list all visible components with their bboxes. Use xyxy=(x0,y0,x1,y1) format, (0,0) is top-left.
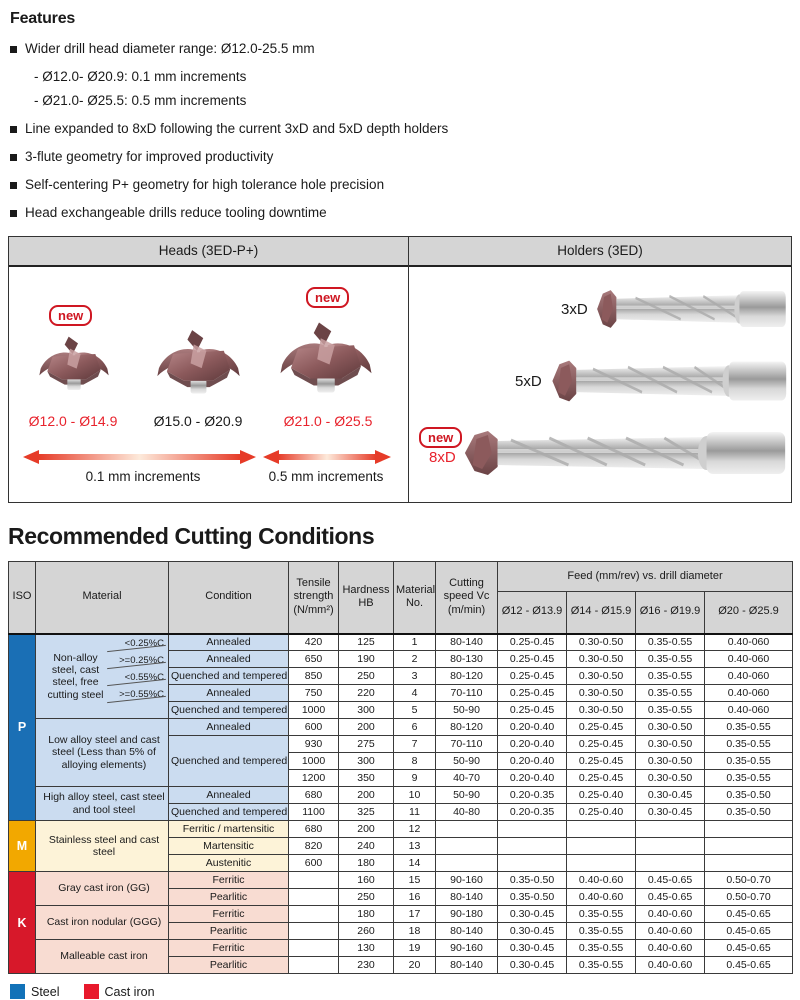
feed-cell: 0.35-0.55 xyxy=(567,940,636,957)
condition-cell: Ferritic xyxy=(169,872,289,889)
feed-cell: 0.40-0.60 xyxy=(636,940,705,957)
cutting-conditions-table xyxy=(8,561,793,974)
header-feed-col: Ø14 - Ø15.9 xyxy=(567,592,636,634)
feed-cell: 0.40-0.60 xyxy=(636,923,705,940)
features-title: Features xyxy=(10,10,76,27)
header-cutting-speed: Cutting speed Vc (m/min) xyxy=(436,562,498,634)
holder-depth-label: 5xD xyxy=(515,373,542,390)
feed-cell: 0.40-0.60 xyxy=(636,906,705,923)
tensile-cell xyxy=(289,957,339,974)
feed-cell xyxy=(498,838,567,855)
condition-cell: Ferritic / martensitic xyxy=(169,821,289,838)
condition-cell: Quenched and tempered xyxy=(169,736,289,787)
feed-cell: 0.40-060 xyxy=(705,702,793,719)
hardness-cell: 180 xyxy=(339,855,394,872)
feed-cell: 0.30-0.45 xyxy=(636,804,705,821)
feed-cell: 0.40-0.60 xyxy=(636,957,705,974)
heads-panel-body xyxy=(9,267,408,502)
feed-cell: 0.30-0.45 xyxy=(498,957,567,974)
condition-cell: Pearlitic xyxy=(169,889,289,906)
drill-holder-image-3xd xyxy=(596,285,788,333)
material-cell xyxy=(36,872,169,906)
new-badge: new xyxy=(306,287,349,308)
increment-arrow xyxy=(263,449,391,465)
feed-cell: 0.25-0.40 xyxy=(567,787,636,804)
feed-cell: 0.30-0.50 xyxy=(636,719,705,736)
bullet-square-icon xyxy=(10,154,17,161)
holders-panel-title: Holders (3ED) xyxy=(409,237,791,267)
feed-cell: 0.20-0.40 xyxy=(498,719,567,736)
feature-item xyxy=(10,177,800,192)
condition-cell: Annealed xyxy=(169,651,289,668)
carbon-content-label: >=0.25%C xyxy=(109,652,166,669)
material-no-cell: 18 xyxy=(394,923,436,940)
feed-cell: 0.30-0.50 xyxy=(567,685,636,702)
iso-cell-k: K xyxy=(9,872,36,974)
hardness-cell: 220 xyxy=(339,685,394,702)
legend-item-cast-iron xyxy=(84,984,155,999)
heads-panel xyxy=(9,237,409,502)
material-cell xyxy=(36,634,169,719)
drill-head-image-small xyxy=(34,333,114,399)
feed-cell: 0.30-0.50 xyxy=(567,702,636,719)
material-no-cell: 16 xyxy=(394,889,436,906)
cutting-speed-cell xyxy=(436,821,498,838)
tensile-cell xyxy=(289,889,339,906)
hardness-cell: 325 xyxy=(339,804,394,821)
hardness-cell: 250 xyxy=(339,668,394,685)
tensile-cell: 1200 xyxy=(289,770,339,787)
header-feed-col: Ø16 - Ø19.9 xyxy=(636,592,705,634)
cutting-speed-cell: 50-90 xyxy=(436,787,498,804)
increment-arrow-label: 0.1 mm increments xyxy=(85,469,201,484)
material-no-cell: 15 xyxy=(394,872,436,889)
heads-panel-title: Heads (3ED-P+) xyxy=(9,237,408,267)
feed-cell: 0.35-0.50 xyxy=(498,872,567,889)
feed-cell: 0.35-0.55 xyxy=(705,719,793,736)
tensile-cell: 600 xyxy=(289,855,339,872)
table-row xyxy=(9,719,793,736)
feed-cell: 0.25-0.45 xyxy=(498,634,567,651)
header-feed-col: Ø12 - Ø13.9 xyxy=(498,592,567,634)
feed-cell: 0.35-0.55 xyxy=(636,634,705,651)
feed-cell: 0.30-0.50 xyxy=(636,753,705,770)
header-iso: ISO xyxy=(9,562,36,634)
condition-cell: Ferritic xyxy=(169,940,289,957)
tensile-cell: 850 xyxy=(289,668,339,685)
drill-head-image-large xyxy=(273,319,379,403)
feed-cell: 0.30-0.45 xyxy=(498,923,567,940)
cutting-speed-cell: 80-140 xyxy=(436,957,498,974)
feature-sub-item: - Ø21.0- Ø25.5: 0.5 mm increments xyxy=(34,93,247,108)
cutting-speed-cell: 90-160 xyxy=(436,940,498,957)
feed-cell: 0.35-0.55 xyxy=(567,957,636,974)
material-no-cell: 5 xyxy=(394,702,436,719)
head-range-label: Ø21.0 - Ø25.5 xyxy=(283,413,373,429)
feed-cell: 0.30-0.50 xyxy=(567,634,636,651)
material-name: High alloy steel, cast steel and tool steel xyxy=(43,791,165,816)
condition-cell: Ferritic xyxy=(169,906,289,923)
feature-text: Self-centering P+ geometry for high tolerance hole precision xyxy=(25,177,385,192)
feed-cell: 0.45-0.65 xyxy=(705,906,793,923)
cutting-speed-cell: 70-110 xyxy=(436,685,498,702)
table-row xyxy=(9,906,793,923)
feed-cell: 0.25-0.45 xyxy=(498,651,567,668)
cutting-speed-cell xyxy=(436,838,498,855)
material-no-cell: 14 xyxy=(394,855,436,872)
new-badge: new xyxy=(49,305,92,326)
feed-cell: 0.40-0.60 xyxy=(567,872,636,889)
condition-cell: Austenitic xyxy=(169,855,289,872)
feed-cell: 0.25-0.40 xyxy=(567,804,636,821)
feature-item xyxy=(10,41,800,56)
tensile-cell: 1000 xyxy=(289,753,339,770)
feed-cell xyxy=(567,855,636,872)
tensile-cell: 420 xyxy=(289,634,339,651)
hardness-cell: 180 xyxy=(339,906,394,923)
material-cell xyxy=(36,787,169,821)
condition-cell: Pearlitic xyxy=(169,957,289,974)
cutting-speed-cell: 80-120 xyxy=(436,719,498,736)
feature-text: 3-flute geometry for improved productivity xyxy=(25,149,274,164)
feed-cell: 0.35-0.50 xyxy=(498,889,567,906)
material-name: Low alloy steel and cast steel (Less than 5% of alloying elements) xyxy=(48,733,160,771)
feature-item xyxy=(10,149,800,164)
material-name: Cast iron nodular (GGG) xyxy=(46,916,162,929)
table-row xyxy=(9,821,793,838)
carbon-content-label: <0.55%C xyxy=(109,669,166,686)
header-material-no: Material No. xyxy=(394,562,436,634)
feed-cell: 0.40-060 xyxy=(705,651,793,668)
feed-cell: 0.25-0.45 xyxy=(567,736,636,753)
cast-iron-color-swatch xyxy=(84,984,99,999)
material-no-cell: 7 xyxy=(394,736,436,753)
cutting-speed-cell: 80-140 xyxy=(436,923,498,940)
feed-cell: 0.25-0.45 xyxy=(498,702,567,719)
feed-cell: 0.35-0.55 xyxy=(567,906,636,923)
cutting-speed-cell: 50-90 xyxy=(436,753,498,770)
cutting-speed-cell xyxy=(436,855,498,872)
increment-arrow-label: 0.5 mm increments xyxy=(268,469,384,484)
feed-cell: 0.35-0.50 xyxy=(705,787,793,804)
material-no-cell: 4 xyxy=(394,685,436,702)
feed-cell: 0.25-0.45 xyxy=(498,668,567,685)
condition-cell: Martensitic xyxy=(169,838,289,855)
material-no-cell: 9 xyxy=(394,770,436,787)
hardness-cell: 125 xyxy=(339,634,394,651)
feed-cell xyxy=(498,821,567,838)
feed-cell: 0.50-0.70 xyxy=(705,889,793,906)
material-cell xyxy=(36,821,169,872)
hardness-cell: 350 xyxy=(339,770,394,787)
condition-cell: Annealed xyxy=(169,787,289,804)
feed-cell: 0.20-0.35 xyxy=(498,804,567,821)
feed-cell: 0.30-0.50 xyxy=(567,668,636,685)
table-row xyxy=(9,787,793,804)
heads-holders-panel xyxy=(8,236,792,503)
cutting-speed-cell: 80-140 xyxy=(436,634,498,651)
feed-cell: 0.25-0.45 xyxy=(498,685,567,702)
feed-cell xyxy=(705,838,793,855)
tensile-cell xyxy=(289,906,339,923)
feed-cell: 0.50-0.70 xyxy=(705,872,793,889)
material-no-cell: 11 xyxy=(394,804,436,821)
feed-cell: 0.30-0.45 xyxy=(636,787,705,804)
increment-arrow xyxy=(23,449,256,465)
condition-cell: Annealed xyxy=(169,719,289,736)
material-no-cell: 1 xyxy=(394,634,436,651)
table-row xyxy=(9,940,793,957)
legend xyxy=(10,984,800,999)
feed-cell xyxy=(636,821,705,838)
tensile-cell: 1100 xyxy=(289,804,339,821)
legend-item-steel xyxy=(10,984,60,999)
drill-head-image-medium xyxy=(151,327,246,403)
feed-cell: 0.20-0.40 xyxy=(498,753,567,770)
legend-label: Steel xyxy=(31,984,60,999)
material-no-cell: 10 xyxy=(394,787,436,804)
cutting-speed-cell: 50-90 xyxy=(436,702,498,719)
legend-label: Cast iron xyxy=(104,984,155,999)
feed-cell: 0.30-0.50 xyxy=(636,736,705,753)
feed-cell: 0.35-0.50 xyxy=(705,804,793,821)
feed-cell: 0.40-060 xyxy=(705,634,793,651)
feature-item xyxy=(10,121,800,136)
hardness-cell: 200 xyxy=(339,787,394,804)
material-no-cell: 20 xyxy=(394,957,436,974)
hardness-cell: 200 xyxy=(339,719,394,736)
feed-cell: 0.35-0.55 xyxy=(636,668,705,685)
holders-panel xyxy=(409,237,791,502)
material-no-cell: 3 xyxy=(394,668,436,685)
features-list xyxy=(10,41,800,220)
hardness-cell: 250 xyxy=(339,889,394,906)
hardness-cell: 190 xyxy=(339,651,394,668)
hardness-cell: 130 xyxy=(339,940,394,957)
carbon-content-label xyxy=(109,703,166,718)
material-name: Non-alloy steel, cast steel, free cutting steel xyxy=(47,651,104,701)
feature-text: Head exchangeable drills reduce tooling downtime xyxy=(25,205,327,220)
feed-cell: 0.35-0.55 xyxy=(705,770,793,787)
cutting-speed-cell: 40-70 xyxy=(436,770,498,787)
feed-cell: 0.45-0.65 xyxy=(705,957,793,974)
cutting-speed-cell: 80-130 xyxy=(436,651,498,668)
material-cell xyxy=(36,906,169,940)
bullet-square-icon xyxy=(10,126,17,133)
feed-cell: 0.35-0.55 xyxy=(636,685,705,702)
material-no-cell: 13 xyxy=(394,838,436,855)
steel-color-swatch xyxy=(10,984,25,999)
cutting-conditions-title: Recommended Cutting Conditions xyxy=(8,523,375,549)
table-row xyxy=(9,634,793,651)
condition-cell: Annealed xyxy=(169,634,289,651)
cutting-speed-cell: 70-110 xyxy=(436,736,498,753)
carbon-content-label: <0.25%C xyxy=(109,635,166,652)
feed-cell: 0.20-0.35 xyxy=(498,787,567,804)
material-no-cell: 17 xyxy=(394,906,436,923)
feed-cell xyxy=(636,855,705,872)
feed-cell: 0.45-0.65 xyxy=(705,940,793,957)
hardness-cell: 300 xyxy=(339,753,394,770)
tensile-cell: 820 xyxy=(289,838,339,855)
holder-depth-label: 3xD xyxy=(561,301,588,318)
material-no-cell: 12 xyxy=(394,821,436,838)
feed-cell: 0.35-0.55 xyxy=(636,702,705,719)
feed-cell: 0.30-0.45 xyxy=(498,906,567,923)
material-name: Stainless steel and cast steel xyxy=(48,833,160,858)
tensile-cell: 930 xyxy=(289,736,339,753)
material-name: Gray cast iron (GG) xyxy=(58,882,150,895)
iso-cell-p: P xyxy=(9,634,36,821)
material-no-cell: 6 xyxy=(394,719,436,736)
header-hardness: Hardness HB xyxy=(339,562,394,634)
feed-cell: 0.30-0.50 xyxy=(567,651,636,668)
feature-text: Line expanded to 8xD following the current 3xD and 5xD depth holders xyxy=(25,121,449,136)
feature-item xyxy=(10,205,800,220)
feed-cell: 0.30-0.45 xyxy=(498,940,567,957)
material-cell xyxy=(36,940,169,974)
hardness-cell: 200 xyxy=(339,821,394,838)
tensile-cell: 650 xyxy=(289,651,339,668)
carbon-content-label: >=0.55%C xyxy=(109,686,166,703)
bullet-square-icon xyxy=(10,182,17,189)
feed-cell: 0.45-0.65 xyxy=(636,872,705,889)
header-material: Material xyxy=(36,562,169,634)
cutting-speed-cell: 90-160 xyxy=(436,872,498,889)
bullet-square-icon xyxy=(10,210,17,217)
holders-panel-body xyxy=(409,267,791,502)
feed-cell: 0.40-060 xyxy=(705,685,793,702)
table-header xyxy=(9,562,793,634)
bullet-square-icon xyxy=(10,46,17,53)
tensile-cell: 680 xyxy=(289,821,339,838)
material-name: Malleable cast iron xyxy=(60,950,148,963)
hardness-cell: 230 xyxy=(339,957,394,974)
feed-cell: 0.25-0.45 xyxy=(567,770,636,787)
tensile-cell xyxy=(289,872,339,889)
header-feed-group: Feed (mm/rev) vs. drill diameter xyxy=(498,562,793,592)
head-range-label: Ø12.0 - Ø14.9 xyxy=(28,413,118,429)
condition-cell: Quenched and tempered xyxy=(169,668,289,685)
feed-cell: 0.35-0.55 xyxy=(567,923,636,940)
cutting-speed-cell: 80-120 xyxy=(436,668,498,685)
cutting-speed-cell: 40-80 xyxy=(436,804,498,821)
iso-cell-m: M xyxy=(9,821,36,872)
new-badge: new xyxy=(419,427,462,448)
material-no-cell: 19 xyxy=(394,940,436,957)
condition-cell: Quenched and tempered xyxy=(169,702,289,719)
hardness-cell: 260 xyxy=(339,923,394,940)
feed-cell: 0.30-0.50 xyxy=(636,770,705,787)
features-section xyxy=(0,0,800,220)
feature-text: Wider drill head diameter range: Ø12.0-25.5 mm xyxy=(25,41,315,56)
feed-cell: 0.35-0.55 xyxy=(705,753,793,770)
feed-cell: 0.20-0.40 xyxy=(498,736,567,753)
feed-cell: 0.45-0.65 xyxy=(636,889,705,906)
feed-cell: 0.20-0.40 xyxy=(498,770,567,787)
feed-cell xyxy=(498,855,567,872)
header-tensile: Tensile strength (N/mm²) xyxy=(289,562,339,634)
feed-cell xyxy=(705,821,793,838)
head-range-label: Ø15.0 - Ø20.9 xyxy=(153,413,243,429)
table-body xyxy=(9,634,793,974)
material-no-cell: 8 xyxy=(394,753,436,770)
header-feed-col: Ø20 - Ø25.9 xyxy=(705,592,793,634)
tensile-cell xyxy=(289,940,339,957)
drill-holder-image-8xd xyxy=(463,425,789,481)
hardness-cell: 160 xyxy=(339,872,394,889)
feed-cell xyxy=(567,821,636,838)
feed-cell: 0.40-0.60 xyxy=(567,889,636,906)
tensile-cell: 680 xyxy=(289,787,339,804)
header-condition: Condition xyxy=(169,562,289,634)
holder-depth-label: 8xD xyxy=(429,449,456,466)
condition-cell: Quenched and tempered xyxy=(169,804,289,821)
feed-cell xyxy=(567,838,636,855)
material-cell xyxy=(36,719,169,787)
feed-cell: 0.25-0.45 xyxy=(567,719,636,736)
condition-cell: Annealed xyxy=(169,685,289,702)
drill-holder-image-5xd xyxy=(551,355,789,407)
tensile-cell: 600 xyxy=(289,719,339,736)
cutting-speed-cell: 90-180 xyxy=(436,906,498,923)
feed-cell: 0.45-0.65 xyxy=(705,923,793,940)
carbon-content-column xyxy=(109,635,166,718)
feed-cell xyxy=(636,838,705,855)
feed-cell: 0.40-060 xyxy=(705,668,793,685)
hardness-cell: 240 xyxy=(339,838,394,855)
feed-cell: 0.35-0.55 xyxy=(636,651,705,668)
condition-cell: Pearlitic xyxy=(169,923,289,940)
feed-cell: 0.35-0.55 xyxy=(705,736,793,753)
hardness-cell: 300 xyxy=(339,702,394,719)
feature-sub-item: - Ø12.0- Ø20.9: 0.1 mm increments xyxy=(34,69,247,84)
hardness-cell: 275 xyxy=(339,736,394,753)
tensile-cell xyxy=(289,923,339,940)
tensile-cell: 1000 xyxy=(289,702,339,719)
cutting-speed-cell: 80-140 xyxy=(436,889,498,906)
feed-cell xyxy=(705,855,793,872)
material-no-cell: 2 xyxy=(394,651,436,668)
tensile-cell: 750 xyxy=(289,685,339,702)
feed-cell: 0.25-0.45 xyxy=(567,753,636,770)
table-row xyxy=(9,872,793,889)
